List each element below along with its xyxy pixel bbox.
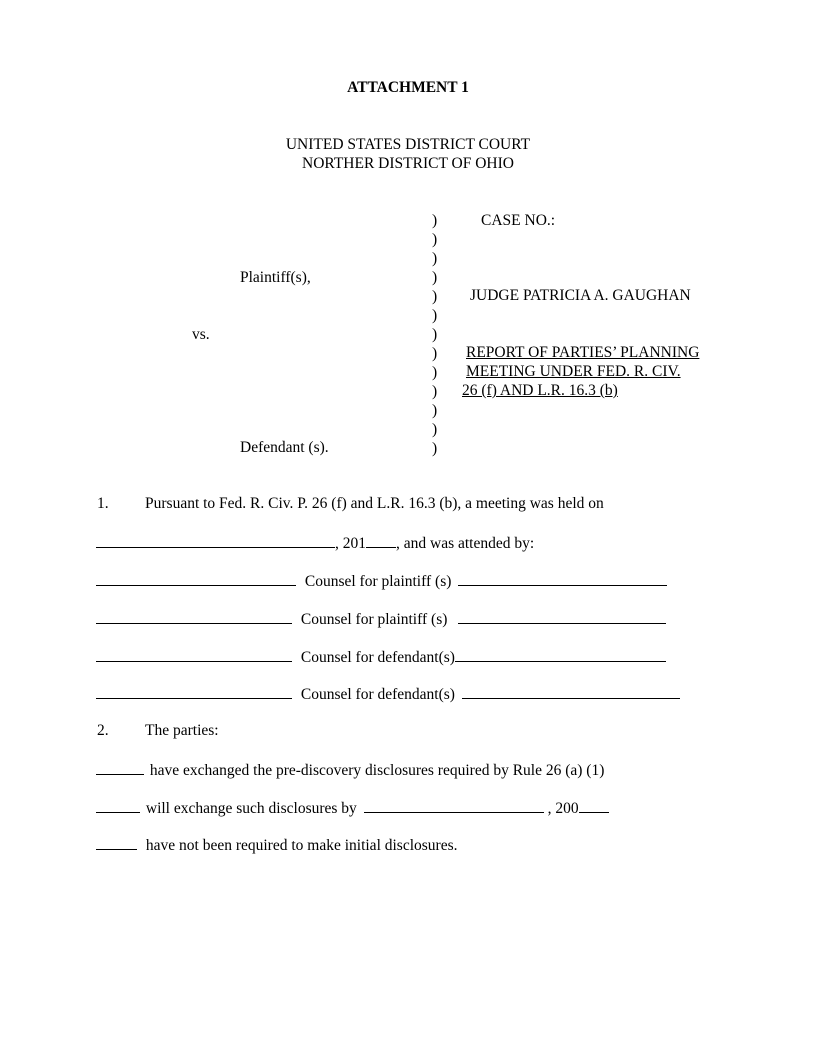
- counsel-name-blank[interactable]: [96, 647, 292, 662]
- defendant-label: Defendant (s).: [240, 439, 329, 456]
- counsel-row: [96, 609, 666, 629]
- year-prefix: , 200: [547, 800, 579, 817]
- counsel-firm-blank[interactable]: [458, 571, 667, 586]
- disclosure-year-blank[interactable]: [579, 798, 609, 813]
- caption-paren: ): [432, 307, 438, 324]
- item-1-number: 1.: [97, 495, 109, 512]
- judge-name: JUDGE PATRICIA A. GAUGHAN: [470, 287, 691, 304]
- caption-paren: ): [432, 421, 438, 438]
- report-title-line-1: REPORT OF PARTIES’ PLANNING: [466, 344, 700, 361]
- attended-text: , and was attended by:: [396, 535, 535, 552]
- court-district: NORTHER DISTRICT OF OHIO: [302, 155, 514, 172]
- caption-paren: ): [432, 231, 438, 248]
- year-prefix: , 201: [335, 535, 366, 552]
- checkbox-blank[interactable]: [96, 835, 137, 850]
- counsel-row: [96, 684, 680, 704]
- meeting-year-blank[interactable]: [366, 533, 396, 548]
- option-text: will exchange such disclosures by: [145, 800, 357, 817]
- counsel-label: Counsel for defendant(s): [300, 649, 455, 666]
- counsel-firm-blank[interactable]: [455, 647, 666, 662]
- counsel-firm-blank[interactable]: [462, 684, 680, 699]
- counsel-name-blank[interactable]: [96, 571, 296, 586]
- counsel-row: [96, 571, 667, 591]
- report-title-line-2: MEETING UNDER FED. R. CIV.: [466, 363, 681, 380]
- caption-paren: ): [432, 212, 438, 229]
- caption-paren: ): [432, 364, 438, 381]
- disclosure-option: [96, 760, 604, 780]
- counsel-label: Counsel for defendant(s): [300, 686, 455, 703]
- counsel-name-blank[interactable]: [96, 684, 292, 699]
- item-2-number: 2.: [97, 722, 109, 739]
- vs-label: vs.: [192, 326, 210, 343]
- counsel-row: [96, 647, 666, 667]
- report-title-line-3: 26 (f) AND L.R. 16.3 (b): [462, 382, 618, 399]
- item-1-text: Pursuant to Fed. R. Civ. P. 26 (f) and L.R. 16.3 (b), a meeting was held on: [145, 495, 604, 512]
- disclosure-option: [96, 798, 609, 818]
- counsel-name-blank[interactable]: [96, 609, 292, 624]
- checkbox-blank[interactable]: [96, 760, 144, 775]
- caption-paren: ): [432, 269, 438, 286]
- plaintiff-label: Plaintiff(s),: [240, 269, 311, 286]
- checkbox-blank[interactable]: [96, 798, 140, 813]
- court-name: UNITED STATES DISTRICT COURT: [285, 136, 531, 153]
- caption-paren: ): [432, 345, 438, 362]
- caption-paren: ): [432, 440, 438, 457]
- disclosure-date-blank[interactable]: [364, 798, 544, 813]
- caption-paren: ): [432, 383, 438, 400]
- caption-paren: ): [432, 326, 438, 343]
- caption-paren: ): [432, 402, 438, 419]
- disclosure-option: [96, 835, 458, 855]
- caption-paren: ): [432, 250, 438, 267]
- counsel-label: Counsel for plaintiff (s): [300, 611, 448, 628]
- meeting-date-line: [96, 533, 534, 553]
- meeting-date-blank[interactable]: [96, 533, 335, 548]
- caption-paren: ): [432, 288, 438, 305]
- case-number-label: CASE NO.:: [481, 212, 556, 229]
- option-text: have exchanged the pre-discovery disclosures required by Rule 26 (a) (1): [149, 762, 605, 779]
- attachment-title: ATTACHMENT 1: [347, 79, 469, 96]
- counsel-label: Counsel for plaintiff (s): [304, 573, 452, 590]
- item-2-text: The parties:: [145, 722, 219, 739]
- counsel-firm-blank[interactable]: [458, 609, 666, 624]
- option-text: have not been required to make initial disclosures.: [145, 837, 458, 854]
